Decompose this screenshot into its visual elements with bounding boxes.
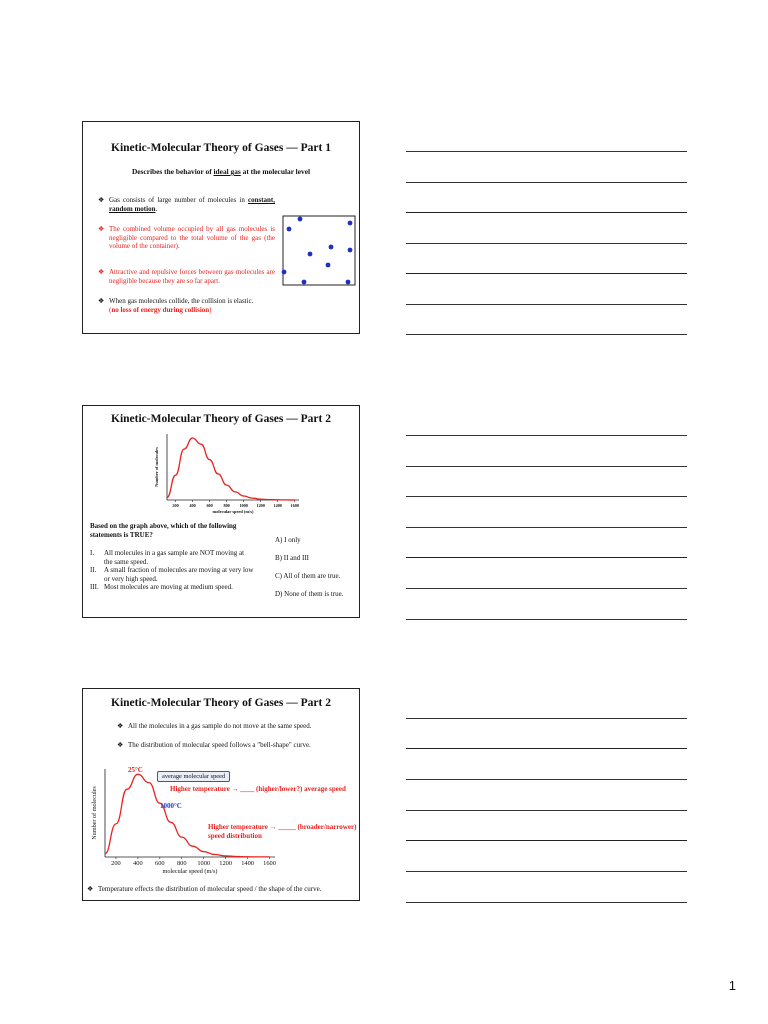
answer-options — [275, 536, 359, 608]
gas-molecule — [287, 227, 292, 232]
note-line — [406, 466, 687, 467]
statement-item: III. Most molecules are moving at medium speed. — [90, 583, 233, 591]
container-box — [283, 216, 355, 285]
slide-1: Kinetic-Molecular Theory of Gases — Part 1 Describes the behavior of ideal gas at the molecular level ❖ Gas consists of large number of molecules in constant, random motion. ❖ The combined volume occupied by all gas molecules is negligible compared to the total volume of the gas (the volume of the container). ❖ Attractive and repulsive forces between gas molecules are negligible because they are so far apart. ❖ When gas molecules collide, the collision is elastic. (no loss of energy during collision) — [82, 121, 360, 334]
page-number: 1 — [728, 978, 736, 993]
statement-list — [90, 549, 255, 592]
note-line — [406, 619, 687, 620]
annotation-average-speed: Higher temperature → ____ (higher/lower?) average speed — [170, 785, 346, 793]
note-line — [406, 496, 687, 497]
x-tick-label: 1400 — [241, 860, 254, 867]
temp-low-label: 25°C — [128, 766, 143, 774]
note-line — [406, 810, 687, 811]
series-line — [167, 438, 295, 500]
note-line — [406, 779, 687, 780]
slide-title: Kinetic-Molecular Theory of Gases — Part 2 — [111, 697, 331, 709]
option-b: B) II and III — [275, 554, 310, 562]
statement-item: II. A small fraction of molecules are moving at very low or very high speed. — [90, 566, 254, 583]
option-c: C) All of them are true. — [275, 572, 341, 580]
note-line — [406, 304, 687, 305]
note-line — [406, 212, 687, 213]
x-tick-label: 1200 — [219, 860, 233, 867]
gas-molecule — [308, 252, 313, 257]
annotation-distribution: Higher temperature → _____ (broader/narrower) speed distribution — [208, 823, 357, 840]
question-text: Based on the graph above, which of the following statements is TRUE? — [90, 522, 237, 539]
y-axis-label: Number of molecules — [154, 447, 159, 487]
note-line — [406, 748, 687, 749]
x-tick-label: 1000 — [239, 503, 248, 508]
note-line — [406, 435, 687, 436]
gas-molecule — [348, 248, 353, 253]
x-tick-label: 800 — [176, 860, 187, 867]
note-line — [406, 182, 687, 183]
temp-high-label: 1000°C — [160, 802, 182, 810]
x-axis-label: molecular speed (m/s) — [212, 509, 254, 514]
note-line — [406, 273, 687, 274]
gas-molecule — [346, 280, 351, 285]
y-axis-label: Number of molecules — [91, 786, 98, 840]
gas-molecule — [348, 221, 353, 226]
option-a: A) I only — [275, 536, 301, 544]
x-axis-label: molecular speed (m/s) — [162, 868, 218, 875]
x-tick-label: 600 — [155, 860, 165, 867]
x-tick-label: 1000 — [197, 860, 211, 867]
note-line — [406, 527, 687, 528]
gas-container-illustration — [281, 214, 359, 288]
note-line — [406, 718, 687, 719]
note-line — [406, 588, 687, 589]
gas-molecule — [326, 263, 331, 268]
avg-speed-callout: average molecular speed — [157, 771, 230, 782]
note-line — [406, 151, 687, 152]
note-line — [406, 871, 687, 872]
slide-3: Kinetic-Molecular Theory of Gases — Part 2 ❖ All the molecules in a gas sample do not move at the same speed. ❖ The distribution of molecular speed follows a "bell-shape" curve. 200 400 600 800 1000 1200 1400 1600 molecular speed (m/s) Number of molecules 25°C 1000°C average molecular speed Higher temperature → ____ (higher/lower?) average speed Higher temperature → _____ (broader/narrower) speed distribution ❖ Temperature effects the distribution of molecular speed / the shape of the curve. — [82, 688, 360, 901]
x-tick-label: 1200 — [256, 503, 265, 508]
x-tick-label: 1400 — [273, 503, 282, 508]
x-tick-label: 400 — [133, 860, 143, 867]
x-tick-label: 200 — [111, 860, 121, 867]
note-line — [406, 243, 687, 244]
gas-molecule — [302, 280, 307, 285]
note-line — [406, 557, 687, 558]
gas-molecule — [329, 245, 334, 250]
note-line — [406, 840, 687, 841]
option-d: D) None of them is true. — [275, 590, 344, 598]
note-line — [406, 334, 687, 335]
note-line — [406, 902, 687, 903]
statement-item: I. All molecules in a gas sample are NOT moving at the same speed. — [90, 549, 245, 566]
slide-title: Kinetic-Molecular Theory of Gases — Part 1 — [111, 142, 331, 154]
x-tick-label: 800 — [223, 503, 230, 508]
x-tick-label: 600 — [206, 503, 213, 508]
x-tick-label: 1600 — [290, 503, 299, 508]
gas-molecule — [298, 217, 303, 222]
x-tick-label: 400 — [189, 503, 196, 508]
slide-2 — [82, 405, 360, 618]
speed-distribution-chart-small — [145, 430, 305, 516]
x-tick-label: 200 — [172, 503, 179, 508]
slide-title: Kinetic-Molecular Theory of Gases — Part 2 — [111, 413, 331, 425]
slide-subtitle: Describes the behavior of ideal gas at the molecular level — [131, 167, 311, 176]
x-tick-label: 1600 — [263, 860, 276, 867]
gas-molecule — [282, 270, 287, 275]
